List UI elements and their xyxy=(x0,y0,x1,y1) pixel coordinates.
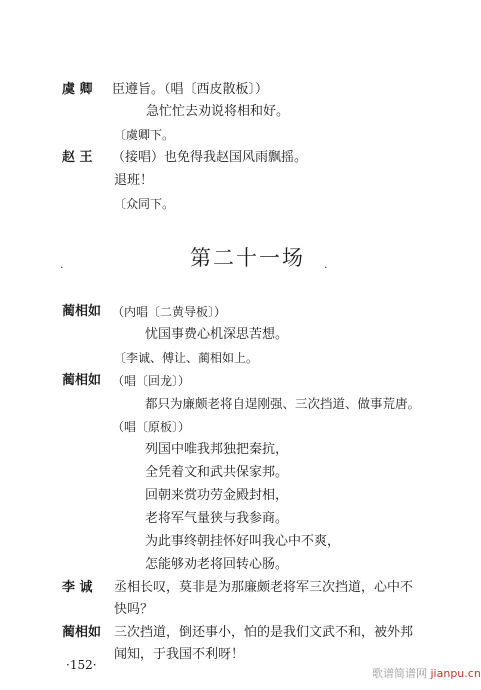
dialogue-line: 怎能够劝老将回转心肠。 xyxy=(145,557,289,572)
speaker-label: 蔺相如 xyxy=(62,373,102,388)
speaker-label: 虞 卿 xyxy=(62,82,93,97)
speaker-label: 蔺相如 xyxy=(62,625,102,640)
dialogue-line: 丞相长叹，莫非是为那廉颇老将军三次挡道，心中不 xyxy=(114,580,414,595)
dialogue-line: （内唱〔二黄导板〕） xyxy=(112,305,227,319)
speaker-label: 赵 王 xyxy=(62,150,93,165)
dialogue-line: （接唱）也免得我赵国风雨飘摇。 xyxy=(112,150,308,165)
scan-mark: · xyxy=(60,261,64,274)
dialogue-line: 闻知，于我国不利呀！ xyxy=(114,647,245,662)
stage-direction: 〔李诚、傅让、蔺相如上。 xyxy=(114,351,259,365)
speaker-label: 蔺相如 xyxy=(62,304,102,319)
dialogue-line: 臣遵旨。（唱〔西皮散板〕） xyxy=(112,82,269,97)
dialogue-line: 忧国事费心机深思苦想。 xyxy=(145,327,289,342)
dialogue-line: （唱〔回龙〕） xyxy=(112,374,191,388)
scan-mark: · xyxy=(324,261,328,274)
dialogue-line: 为此事终朝挂怀好叫我心中不爽， xyxy=(145,534,341,549)
page-number: ·152· xyxy=(66,658,97,672)
stage-direction: 〔虞卿下。 xyxy=(114,128,175,142)
dialogue-line: 列国中唯我邦独把秦抗， xyxy=(145,442,289,457)
stage-direction: 〔众同下。 xyxy=(114,197,175,211)
speaker-label: 李 诚 xyxy=(62,580,93,595)
watermark-en: jianpu.cn xyxy=(430,667,481,680)
dialogue-line: 回朝来赏功劳金殿封相， xyxy=(145,488,289,503)
scene-title: 第二十一场 xyxy=(190,246,305,270)
dialogue-line: 全凭着文和武共保家邦。 xyxy=(145,465,289,480)
dialogue-line: 老将军气量狭与我参商。 xyxy=(145,511,289,526)
dialogue-line: 退班！ xyxy=(114,173,154,188)
dialogue-line: 急忙忙去劝说将相和好。 xyxy=(146,104,290,119)
dialogue-line: 三次挡道，倒还事小，怕的是我们文武不和，被外邦 xyxy=(114,625,414,640)
watermark xyxy=(372,667,481,681)
dialogue-line: 都只为廉颇老将自逞刚强、三次挡道、做事荒唐。 xyxy=(145,396,421,411)
dialogue-line: 快吗？ xyxy=(114,602,154,617)
watermark-cn: 歌谱简谱网 xyxy=(372,667,427,680)
dialogue-line: （唱〔原板〕） xyxy=(112,420,191,434)
